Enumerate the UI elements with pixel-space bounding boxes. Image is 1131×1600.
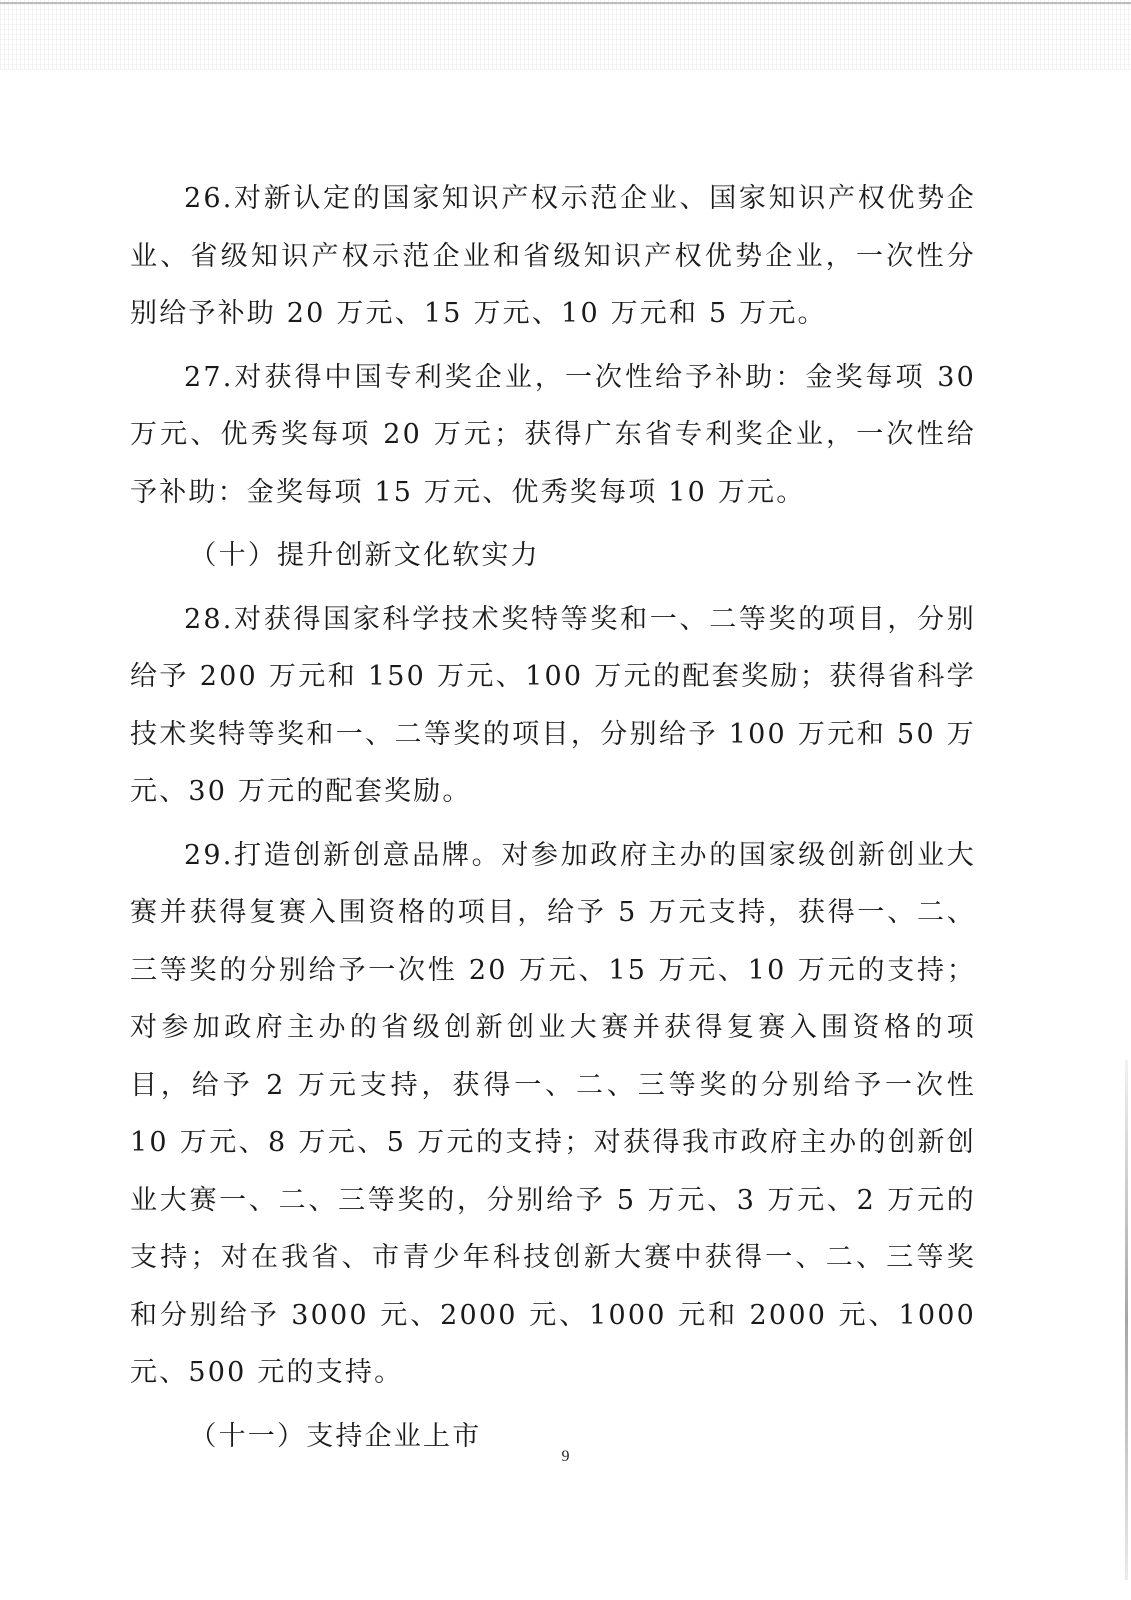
clause-26: 26.对新认定的国家知识产权示范企业、国家知识产权优势企业、省级知识产权示范企业和省级知识产权优势企业，一次性分别给予补助 20 万元、15 万元、10 万元和 5 万元。 <box>130 183 976 329</box>
section-heading-11: （十一）支持企业上市 <box>189 1420 482 1452</box>
section-heading-10: （十）提升创新文化软实力 <box>189 540 540 571</box>
clause-28: 28.对获得国家科学技术奖特等奖和一、二等奖的项目，分别给予 200 万元和 150 万元、100 万元的配套奖励；获得省科学技术奖特等奖和一、二等奖的项目，分别给予 100 万元和 50 万元、30 万元的配套奖励。 <box>130 603 976 807</box>
scan-noise-band <box>0 0 1131 70</box>
page-number: 9 <box>561 1448 570 1465</box>
scan-top-edge <box>0 2 1131 4</box>
scan-right-edge <box>1125 1060 1128 1580</box>
page-body <box>130 170 976 1465</box>
clause-27: 27.对获得中国专利奖企业，一次性给予补助：金奖每项 30 万元、优秀奖每项 20 万元；获得广东省专利奖企业，一次性给予补助：金奖每项 15 万元、优秀奖每项 10 万元。 <box>130 361 976 508</box>
clause-29: 29.打造创新创意品牌。对参加政府主办的国家级创新创业大赛并获得复赛入围资格的项目，给予 5 万元支持，获得一、二、三等奖的分别给予一次性 20 万元、15 万元、10 万元的支持；对参加政府主办的省级创新创业大赛并获得复赛入围资格的项目，给予 2 万元支持，获得一、二、三等奖的分别给予一次性 10 万元、8 万元、5 万元的支持；对获得我市政府主办的创新创业大赛一、二、三等奖的，分别给予 5 万元、3 万元、2 万元的支持；对在我省、市青少年科技创新大赛中获得一、二、三等奖和分别给予 3000 元、2000 元、1000 元和 2000 元、1000 元、500 元的支持。 <box>130 839 976 1388</box>
